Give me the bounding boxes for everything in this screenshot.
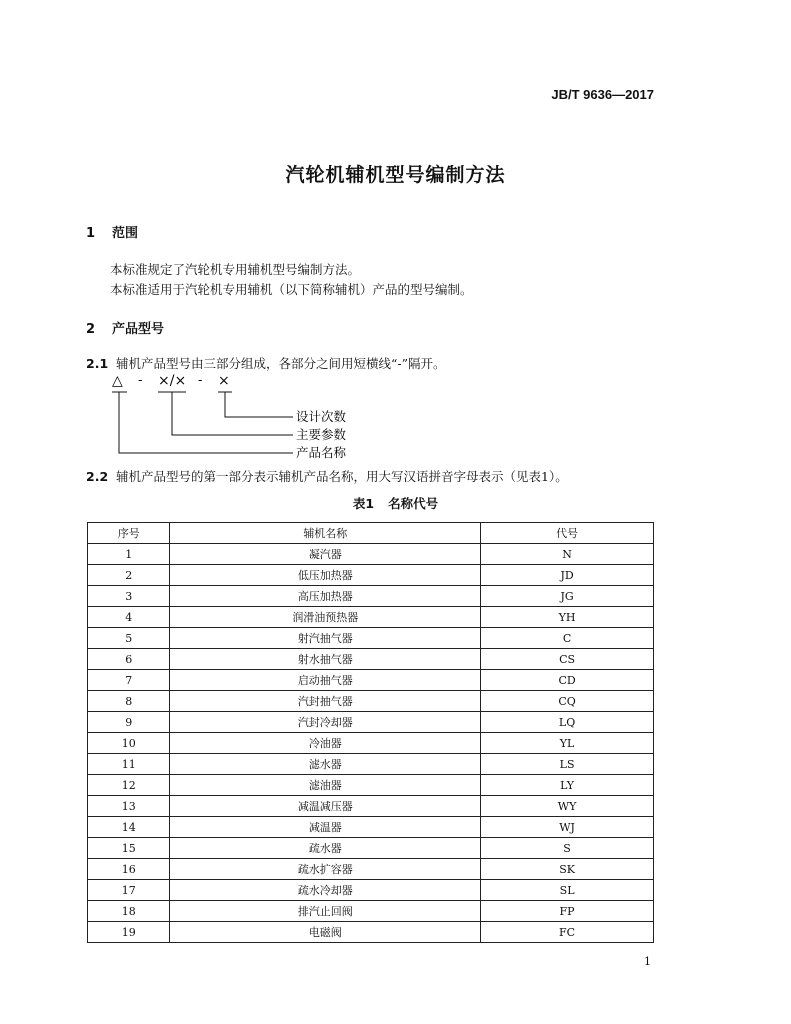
header-code: 代号 <box>481 523 654 544</box>
cell-code: FP <box>481 901 654 922</box>
table-row <box>88 859 654 880</box>
cell-code: WY <box>481 796 654 817</box>
paragraph: 本标准适用于汽轮机专用辅机（以下简称辅机）产品的型号编制。 <box>110 282 473 297</box>
cell-name: 汽封冷却器 <box>170 712 481 733</box>
cell-serial: 7 <box>88 670 170 691</box>
cell-serial: 18 <box>88 901 170 922</box>
cell-serial: 16 <box>88 859 170 880</box>
cell-code: SK <box>481 859 654 880</box>
table-row <box>88 880 654 901</box>
cell-name: 疏水冷却器 <box>170 880 481 901</box>
label-product-name: 产品名称 <box>296 445 347 460</box>
cell-code: C <box>481 628 654 649</box>
model-part-symbol: ×/× <box>158 373 187 389</box>
cell-code: WJ <box>481 817 654 838</box>
cell-name: 滤油器 <box>170 775 481 796</box>
cell-serial: 5 <box>88 628 170 649</box>
cell-code: YH <box>481 607 654 628</box>
cell-serial: 13 <box>88 796 170 817</box>
separator-dash: - <box>138 373 143 388</box>
table-body <box>88 544 654 943</box>
cell-code: CQ <box>481 691 654 712</box>
header-name: 辅机名称 <box>170 523 481 544</box>
cell-code: JD <box>481 565 654 586</box>
cell-serial: 12 <box>88 775 170 796</box>
cell-name: 排汽止回阀 <box>170 901 481 922</box>
name-code-table <box>87 522 654 943</box>
cell-code: FC <box>481 922 654 943</box>
cell-name: 凝汽器 <box>170 544 481 565</box>
label-design-times: 设计次数 <box>296 409 347 424</box>
cell-name: 射汽抽气器 <box>170 628 481 649</box>
cell-code: LY <box>481 775 654 796</box>
table-header-row <box>88 523 654 544</box>
cell-name: 滤水器 <box>170 754 481 775</box>
table-row <box>88 628 654 649</box>
table-row <box>88 901 654 922</box>
table-number: 表1 <box>352 496 375 511</box>
model-structure-diagram <box>100 368 400 472</box>
section-1-heading <box>86 222 138 241</box>
cell-code: CS <box>481 649 654 670</box>
cell-name: 射水抽气器 <box>170 649 481 670</box>
document-code: JB/T 9636—2017 <box>551 87 654 102</box>
section-2-heading <box>86 318 164 337</box>
paragraph: 本标准规定了汽轮机专用辅机型号编制方法。 <box>110 262 361 277</box>
table-row <box>88 544 654 565</box>
section-title: 范围 <box>112 226 139 241</box>
table-row <box>88 712 654 733</box>
table-row <box>88 922 654 943</box>
cell-name: 疏水扩容器 <box>170 859 481 880</box>
cell-code: CD <box>481 670 654 691</box>
cell-serial: 19 <box>88 922 170 943</box>
cell-serial: 14 <box>88 817 170 838</box>
clause-number: 2.2 <box>86 469 109 484</box>
cell-code: N <box>481 544 654 565</box>
table-title: 名称代号 <box>388 496 439 511</box>
cell-code: LQ <box>481 712 654 733</box>
clause-text: 辅机产品型号的第一部分表示辅机产品名称，用大写汉语拼音字母表示（见表1）。 <box>116 469 568 484</box>
separator-dash: - <box>198 373 203 388</box>
table-row <box>88 586 654 607</box>
cell-serial: 2 <box>88 565 170 586</box>
cell-serial: 11 <box>88 754 170 775</box>
cell-name: 高压加热器 <box>170 586 481 607</box>
cell-serial: 15 <box>88 838 170 859</box>
cell-serial: 6 <box>88 649 170 670</box>
table-row <box>88 838 654 859</box>
table-row <box>88 754 654 775</box>
model-part-symbol: × <box>218 373 230 389</box>
header-serial: 序号 <box>88 523 170 544</box>
clause-number: 2.1 <box>86 356 109 371</box>
clause-text: 辅机产品型号由三部分组成，各部分之间用短横线“-”隔开。 <box>116 356 446 371</box>
cell-name: 疏水器 <box>170 838 481 859</box>
cell-name: 低压加热器 <box>170 565 481 586</box>
cell-name: 冷油器 <box>170 733 481 754</box>
section-title: 产品型号 <box>112 322 165 337</box>
cell-name: 汽封抽气器 <box>170 691 481 712</box>
cell-code: JG <box>481 586 654 607</box>
cell-name: 减温减压器 <box>170 796 481 817</box>
cell-serial: 1 <box>88 544 170 565</box>
table-caption <box>0 494 791 512</box>
cell-code: YL <box>481 733 654 754</box>
cell-serial: 8 <box>88 691 170 712</box>
section-number: 1 <box>86 226 96 241</box>
page-number: 1 <box>644 955 651 968</box>
cell-name: 减温器 <box>170 817 481 838</box>
table-row <box>88 607 654 628</box>
label-main-parameter: 主要参数 <box>296 427 347 442</box>
table-row <box>88 796 654 817</box>
cell-serial: 9 <box>88 712 170 733</box>
table-row <box>88 775 654 796</box>
cell-name: 润滑油预热器 <box>170 607 481 628</box>
table-row <box>88 733 654 754</box>
section-number: 2 <box>86 322 96 337</box>
cell-serial: 4 <box>88 607 170 628</box>
cell-name: 启动抽气器 <box>170 670 481 691</box>
table-row <box>88 649 654 670</box>
cell-code: SL <box>481 880 654 901</box>
document-title: 汽轮机辅机型号编制方法 <box>285 164 506 186</box>
clause-2-2 <box>86 467 568 485</box>
table-row <box>88 817 654 838</box>
cell-serial: 10 <box>88 733 170 754</box>
table-row <box>88 670 654 691</box>
table-row <box>88 691 654 712</box>
table-row <box>88 565 654 586</box>
cell-serial: 3 <box>88 586 170 607</box>
cell-code: S <box>481 838 654 859</box>
model-part-symbol: △ <box>112 373 123 389</box>
cell-name: 电磁阀 <box>170 922 481 943</box>
cell-code: LS <box>481 754 654 775</box>
cell-serial: 17 <box>88 880 170 901</box>
